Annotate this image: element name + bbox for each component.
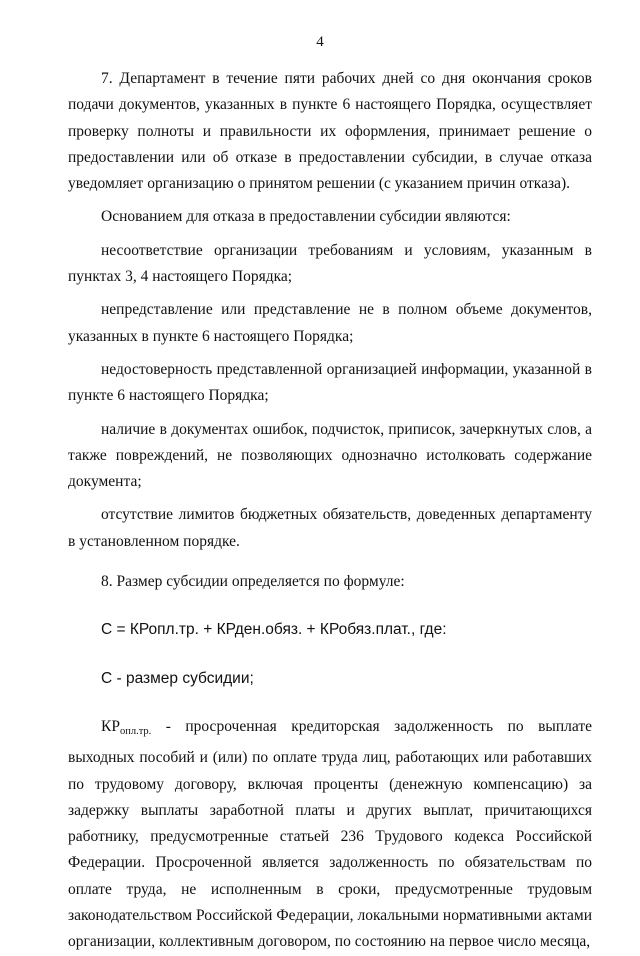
refusal-ground-2: непредставление или представление не в полном объеме документов, указанных в пункте 6 настоящего Порядка;	[68, 301, 592, 345]
page-number: 4	[316, 34, 324, 50]
subsidy-formula: С = КРопл.тр. + КРден.обяз. + КРобяз.плат., где:	[101, 621, 447, 639]
refusal-grounds-intro: Основанием для отказа в предоставлении субсидии являются:	[101, 208, 511, 226]
kr-subscript: опл.тр.	[119, 725, 152, 737]
kr-definition-text: - просроченная кредиторская задолженность по выплате выходных пособий и (или) по оплате труда лиц, работающих или работавших по трудовому договору, включая проценты (денежную компенсацию) за задержку выплаты заработной платы и других выплат, причитающихся работнику, предусмотренные статьей 236 Трудового кодекса Российской Федерации. Просроченной является задолженность по обязательствам по оплате труда, не исполненным в сроки, предусмотренные трудовым законодательством Российской Федерации, локальными нормативными актами организации, коллективным договором, по состоянию на первое число месяца,	[68, 717, 592, 951]
refusal-ground-1: несоответствие организации требованиям и условиям, указанным в пунктах 3, 4 настоящего Порядка;	[68, 241, 592, 286]
definition-c: С - размер субсидии;	[101, 669, 254, 687]
paragraph-7: 7. Департамент в течение пяти рабочих дней со дня окончания сроков подачи документов, указанных в пункте 6 настоящего Порядка, осуществляет проверку полноты и правильности их оформления, принимает решение о предоставлении или об отказе в предоставлении субсидии, в случае отказа уведомляет организацию о принятом решении (с указанием причин отказа).	[68, 70, 592, 193]
document-body	[68, 66, 592, 956]
definition-kr-opl-tr	[68, 714, 592, 956]
refusal-ground-3: недостоверность представленной организацией информации, указанной в пункте 6 настоящего Порядка;	[68, 360, 592, 405]
refusal-ground-4: наличие в документах ошибок, подчисток, приписок, зачеркнутых слов, а также повреждений, не позволяющих однозначно истолковать содержание документа;	[68, 420, 592, 491]
paragraph-8: 8. Размер субсидии определяется по формуле:	[101, 573, 405, 591]
kr-symbol: КР	[101, 717, 120, 735]
refusal-ground-5: отсутствие лимитов бюджетных обязательств, доведенных департаменту в установленном порядке.	[68, 506, 592, 550]
